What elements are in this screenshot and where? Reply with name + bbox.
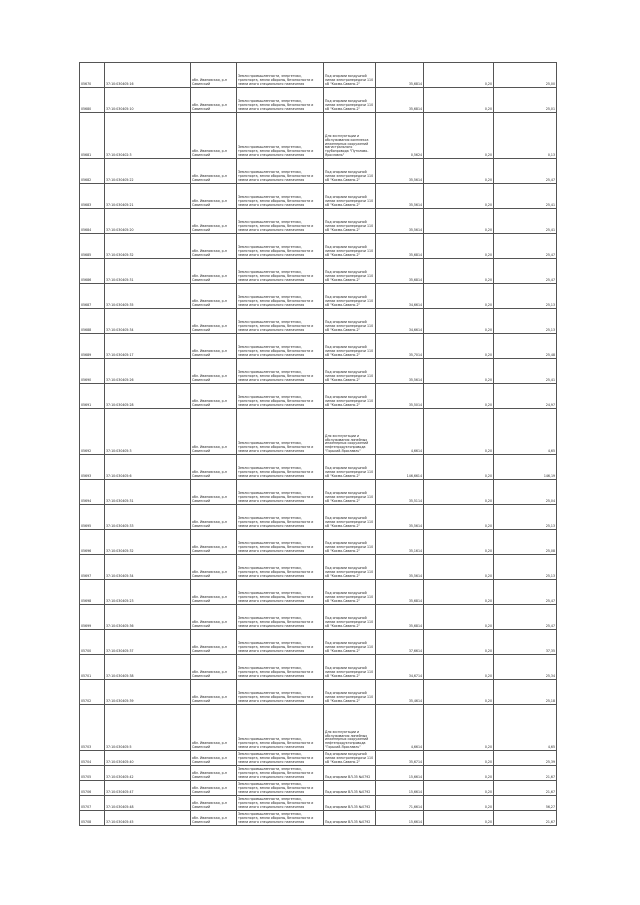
- row-number-cell: 05702: [80, 680, 105, 705]
- table-row: [80, 209, 557, 234]
- tax-rate-cell: 0,20: [424, 184, 494, 209]
- cadastral-number-cell: 37:10:030405:42: [105, 766, 191, 781]
- row-number-cell: 05699: [80, 605, 105, 630]
- row-number-cell: 05692: [80, 409, 105, 455]
- table-row: [80, 309, 557, 334]
- tax-amount-cell: 21,67: [494, 811, 557, 826]
- row-number-cell: 05694: [80, 480, 105, 505]
- cadastral-number-cell: 37:10:030405:10: [105, 88, 191, 113]
- tax-rate-cell: 0,20: [424, 259, 494, 284]
- permitted-use-cell: Под опорами воздушной линии электропередачи 110 кВ "Кохма-Савино-2": [324, 159, 376, 184]
- permitted-use-cell: Под опорами воздушной линии электропередачи 110 кВ "Кохма-Савино-2": [324, 284, 376, 309]
- area-cell: 4,6614: [376, 409, 424, 455]
- permitted-use-cell: Под опорами воздушной линии электропередачи 110 кВ "Кохма-Савино-2": [324, 234, 376, 259]
- row-number-cell: 05707: [80, 796, 105, 811]
- tax-amount-cell: 4,65: [494, 705, 557, 751]
- tax-amount-cell: 25,47: [494, 259, 557, 284]
- table-row: [80, 63, 557, 88]
- land-category-cell: Земли промышленности, энергетики, транспорта, земли обороны, безопасности и земли иного специального назначения: [237, 63, 324, 88]
- location-cell: обл. Ивановская, р-н Савинский: [191, 63, 237, 88]
- row-number-cell: 05684: [80, 209, 105, 234]
- location-cell: обл. Ивановская, р-н Савинский: [191, 184, 237, 209]
- table-row: [80, 555, 557, 580]
- permitted-use-cell: Под опорами ВЛ-35 №0792: [324, 796, 376, 811]
- tax-rate-cell: 0,20: [424, 680, 494, 705]
- tax-rate-cell: 0,20: [424, 284, 494, 309]
- area-cell: 15,6614: [376, 811, 424, 826]
- area-cell: 35,5014: [376, 384, 424, 409]
- tax-rate-cell: 0,20: [424, 630, 494, 655]
- land-category-cell: Земли промышленности, энергетики, транспорта, земли обороны, безопасности и земли иного специального назначения: [237, 555, 324, 580]
- tax-amount-cell: 25,48: [494, 334, 557, 359]
- cadastral-number-cell: 37:10:030405:6: [105, 455, 191, 480]
- tax-rate-cell: 0,20: [424, 113, 494, 159]
- location-cell: обл. Ивановская, р-н Савинский: [191, 766, 237, 781]
- tax-amount-cell: 4,65: [494, 409, 557, 455]
- area-cell: 35,5614: [376, 359, 424, 384]
- area-cell: 35,6714: [376, 751, 424, 766]
- cadastral-number-cell: 37:10:030405:16: [105, 63, 191, 88]
- cadastral-number-cell: 37:10:030405:20: [105, 209, 191, 234]
- tax-rate-cell: 0,20: [424, 234, 494, 259]
- tax-rate-cell: 0,20: [424, 209, 494, 234]
- area-cell: 0,5624: [376, 113, 424, 159]
- location-cell: обл. Ивановская, р-н Савинский: [191, 505, 237, 530]
- tax-rate-cell: 0,20: [424, 530, 494, 555]
- area-cell: 35,6814: [376, 63, 424, 88]
- area-cell: 35,1614: [376, 530, 424, 555]
- tax-amount-cell: 56,27: [494, 796, 557, 811]
- table-row: [80, 284, 557, 309]
- land-category-cell: Земли промышленности, энергетики, транспорта, земли обороны, безопасности и земли иного специального назначения: [237, 455, 324, 480]
- land-category-cell: Земли промышленности, энергетики, транспорта, земли обороны, безопасности и земли иного специального назначения: [237, 580, 324, 605]
- area-cell: 37,6614: [376, 630, 424, 655]
- permitted-use-cell: Под опорами воздушной линии электропередачи 110 кВ "Кохма-Савино-2": [324, 384, 376, 409]
- tax-rate-cell: 0,20: [424, 751, 494, 766]
- permitted-use-cell: Под опорами воздушной линии электропередачи 110 кВ "Кохма-Савино-2": [324, 505, 376, 530]
- location-cell: обл. Ивановская, р-н Савинский: [191, 580, 237, 605]
- row-number-cell: 05683: [80, 184, 105, 209]
- land-category-cell: Земли промышленности, энергетики, транспорта, земли обороны, безопасности и земли иного специального назначения: [237, 605, 324, 630]
- location-cell: обл. Ивановская, р-н Савинский: [191, 159, 237, 184]
- row-number-cell: 05701: [80, 655, 105, 680]
- location-cell: обл. Ивановская, р-н Савинский: [191, 781, 237, 796]
- table-row: [80, 630, 557, 655]
- cadastral-number-cell: 37:10:030405:45: [105, 811, 191, 826]
- tax-amount-cell: 25,08: [494, 530, 557, 555]
- tax-amount-cell: 25,04: [494, 480, 557, 505]
- table-row: [80, 605, 557, 630]
- area-cell: 15,6614: [376, 766, 424, 781]
- land-category-cell: Земли промышленности, энергетики, транспорта, земли обороны, безопасности и земли иного специального назначения: [237, 159, 324, 184]
- tax-rate-cell: 0,20: [424, 781, 494, 796]
- land-category-cell: Земли промышленности, энергетики, транспорта, земли обороны, безопасности и земли иного специального назначения: [237, 530, 324, 555]
- row-number-cell: 05704: [80, 751, 105, 766]
- tax-amount-cell: 25,13: [494, 284, 557, 309]
- tax-rate-cell: 0,20: [424, 811, 494, 826]
- row-number-cell: 05696: [80, 530, 105, 555]
- location-cell: обл. Ивановская, р-н Савинский: [191, 309, 237, 334]
- cadastral-number-cell: 37:10:030405:5: [105, 705, 191, 751]
- area-cell: 35,5614: [376, 209, 424, 234]
- tax-amount-cell: 25,13: [494, 555, 557, 580]
- table-row: [80, 184, 557, 209]
- land-category-cell: Земли промышленности, энергетики, транспорта, земли обороны, безопасности и земли иного специального назначения: [237, 259, 324, 284]
- location-cell: обл. Ивановская, р-н Савинский: [191, 88, 237, 113]
- tax-rate-cell: 0,20: [424, 409, 494, 455]
- land-category-cell: Земли промышленности, энергетики, транспорта, земли обороны, безопасности и земли иного специального назначения: [237, 184, 324, 209]
- cadastral-number-cell: 37:10:030405:31: [105, 259, 191, 284]
- cadastral-number-cell: 37:10:030405:23: [105, 580, 191, 605]
- area-cell: 35,6814: [376, 259, 424, 284]
- permitted-use-cell: Под опорами воздушной линии электропередачи 110 кВ "Кохма-Савино-2": [324, 751, 376, 766]
- cadastral-number-cell: 37:10:030405:34: [105, 555, 191, 580]
- permitted-use-cell: Под опорами воздушной линии электропередачи 110 кВ "Кохма-Савино-2": [324, 63, 376, 88]
- location-cell: обл. Ивановская, р-н Савинский: [191, 811, 237, 826]
- cadastral-number-cell: 37:10:030405:39: [105, 680, 191, 705]
- land-category-cell: Земли промышленности, энергетики, транспорта, земли обороны, безопасности и земли иного специального назначения: [237, 680, 324, 705]
- location-cell: обл. Ивановская, р-н Савинский: [191, 384, 237, 409]
- area-cell: 34,6614: [376, 284, 424, 309]
- area-cell: 35,5114: [376, 480, 424, 505]
- land-category-cell: Земли промышленности, энергетики, транспорта, земли обороны, безопасности и земли иного специального назначения: [237, 796, 324, 811]
- row-number-cell: 05681: [80, 113, 105, 159]
- area-cell: 35,6814: [376, 234, 424, 259]
- table-row: [80, 811, 557, 826]
- table-row: [80, 766, 557, 781]
- row-number-cell: 05695: [80, 505, 105, 530]
- area-cell: 35,6814: [376, 580, 424, 605]
- area-cell: 35,5614: [376, 505, 424, 530]
- tax-rate-cell: 0,20: [424, 580, 494, 605]
- tax-rate-cell: 0,20: [424, 705, 494, 751]
- area-cell: 35,5614: [376, 159, 424, 184]
- permitted-use-cell: Под опорами воздушной линии электропередачи 110 кВ "Кохма-Савино-2": [324, 309, 376, 334]
- permitted-use-cell: Под опорами воздушной линии электропередачи 110 кВ "Кохма-Савино-2": [324, 555, 376, 580]
- cadastral-number-cell: 37:10:030405:3: [105, 409, 191, 455]
- location-cell: обл. Ивановская, р-н Савинский: [191, 480, 237, 505]
- tax-amount-cell: 25,39: [494, 751, 557, 766]
- row-number-cell: 05682: [80, 159, 105, 184]
- tax-amount-cell: 25,47: [494, 580, 557, 605]
- tax-rate-cell: 0,20: [424, 334, 494, 359]
- table-row: [80, 480, 557, 505]
- location-cell: обл. Ивановская, р-н Савинский: [191, 359, 237, 384]
- cadastral-number-cell: 37:10:030405:22: [105, 159, 191, 184]
- tax-amount-cell: 21,67: [494, 781, 557, 796]
- tax-amount-cell: 25,34: [494, 655, 557, 680]
- permitted-use-cell: Под опорами воздушной линии электропередачи 110 кВ "Кохма-Савино-2": [324, 655, 376, 680]
- cadastral-number-cell: 37:10:030405:37: [105, 630, 191, 655]
- tax-amount-cell: 25,00: [494, 63, 557, 88]
- tax-amount-cell: 25,13: [494, 309, 557, 334]
- cadastral-number-cell: 37:10:030405:47: [105, 781, 191, 796]
- permitted-use-cell: Под опорами воздушной линии электропередачи 110 кВ "Кохма-Савино-2": [324, 455, 376, 480]
- tax-amount-cell: 25,47: [494, 605, 557, 630]
- tax-rate-cell: 0,20: [424, 766, 494, 781]
- land-category-cell: Земли промышленности, энергетики, транспорта, земли обороны, безопасности и земли иного специального назначения: [237, 384, 324, 409]
- permitted-use-cell: Под опорами воздушной линии электропередачи 110 кВ "Кохма-Савино-2": [324, 209, 376, 234]
- cadastral-number-cell: 37:10:030405:21: [105, 184, 191, 209]
- table-row: [80, 796, 557, 811]
- location-cell: обл. Ивановская, р-н Савинский: [191, 334, 237, 359]
- cadastral-number-cell: 37:10:030405:40: [105, 751, 191, 766]
- cadastral-number-cell: 37:10:030405:26: [105, 359, 191, 384]
- area-cell: 15,6614: [376, 781, 424, 796]
- table-row: [80, 113, 557, 159]
- land-category-cell: Земли промышленности, энергетики, транспорта, земли обороны, безопасности и земли иного специального назначения: [237, 505, 324, 530]
- tax-rate-cell: 0,20: [424, 455, 494, 480]
- land-category-cell: Земли промышленности, энергетики, транспорта, земли обороны, безопасности и земли иного специального назначения: [237, 751, 324, 766]
- land-category-cell: Земли промышленности, энергетики, транспорта, земли обороны, безопасности и земли иного специального назначения: [237, 766, 324, 781]
- cadastral-number-cell: 37:10:030405:32: [105, 234, 191, 259]
- location-cell: обл. Ивановская, р-н Савинский: [191, 796, 237, 811]
- land-category-cell: Земли промышленности, энергетики, транспорта, земли обороны, безопасности и земли иного специального назначения: [237, 655, 324, 680]
- tax-rate-cell: 0,20: [424, 88, 494, 113]
- cadastral-number-cell: 37:10:030405:32: [105, 530, 191, 555]
- table-row: [80, 655, 557, 680]
- table-row: [80, 334, 557, 359]
- tax-rate-cell: 0,20: [424, 655, 494, 680]
- tax-rate-cell: 0,20: [424, 605, 494, 630]
- permitted-use-cell: Под опорами ВЛ-35 №0792: [324, 766, 376, 781]
- location-cell: обл. Ивановская, р-н Савинский: [191, 284, 237, 309]
- land-category-cell: Земли промышленности, энергетики, транспорта, земли обороны, безопасности и земли иного специального назначения: [237, 630, 324, 655]
- cadastral-number-cell: 37:10:030405:35: [105, 284, 191, 309]
- tax-amount-cell: 25,13: [494, 505, 557, 530]
- area-cell: 35,5614: [376, 184, 424, 209]
- table-row: [80, 781, 557, 796]
- tax-amount-cell: 25,18: [494, 680, 557, 705]
- cadastral-number-cell: 37:10:030405:17: [105, 334, 191, 359]
- land-category-cell: Земли промышленности, энергетики, транспорта, земли обороны, безопасности и земли иного специального назначения: [237, 705, 324, 751]
- row-number-cell: 05703: [80, 705, 105, 751]
- area-cell: 4,6614: [376, 705, 424, 751]
- row-number-cell: 05690: [80, 359, 105, 384]
- cadastral-number-cell: 37:10:030405:38: [105, 655, 191, 680]
- table-row: [80, 680, 557, 705]
- permitted-use-cell: Под опорами воздушной линии электропередачи 110 кВ "Кохма-Савино-2": [324, 680, 376, 705]
- tax-amount-cell: 25,01: [494, 88, 557, 113]
- cadastral-number-cell: 37:10:030402:3: [105, 113, 191, 159]
- location-cell: обл. Ивановская, р-н Савинский: [191, 605, 237, 630]
- row-number-cell: 05686: [80, 259, 105, 284]
- location-cell: обл. Ивановская, р-н Савинский: [191, 555, 237, 580]
- permitted-use-cell: Под опорами воздушной линии электропередачи 110 кВ "Кохма-Савино-2": [324, 580, 376, 605]
- table-row: [80, 455, 557, 480]
- location-cell: обл. Ивановская, р-н Савинский: [191, 530, 237, 555]
- land-category-cell: Земли промышленности, энергетики, транспорта, земли обороны, безопасности и земли иного специального назначения: [237, 88, 324, 113]
- land-category-cell: Земли промышленности, энергетики, транспорта, земли обороны, безопасности и земли иного специального назначения: [237, 409, 324, 455]
- permitted-use-cell: Для эксплуатации и обслуживания линейных инженерных сооружений нефтепродуктопровода "Горький-Ярославль": [324, 705, 376, 751]
- table-row: [80, 580, 557, 605]
- permitted-use-cell: Для эксплуатации и обслуживания комплекса инженерных сооружений магистрального трубопровода "Путилово-Ярославль": [324, 113, 376, 159]
- tax-amount-cell: 24,97: [494, 384, 557, 409]
- cadastral-number-cell: 37:10:030405:34: [105, 309, 191, 334]
- row-number-cell: 05691: [80, 384, 105, 409]
- permitted-use-cell: Под опорами воздушной линии электропередачи 110 кВ "Кохма-Савино-2": [324, 88, 376, 113]
- row-number-cell: 05687: [80, 284, 105, 309]
- area-cell: 34,6714: [376, 655, 424, 680]
- land-category-cell: Земли промышленности, энергетики, транспорта, земли обороны, безопасности и земли иного специального назначения: [237, 811, 324, 826]
- row-number-cell: 05680: [80, 88, 105, 113]
- row-number-cell: 05708: [80, 811, 105, 826]
- tax-amount-cell: 37,35: [494, 630, 557, 655]
- permitted-use-cell: Для эксплуатации и обслуживания линейных инженерных сооружений нефтепродуктопровода "Горький-Ярославль": [324, 409, 376, 455]
- land-category-cell: Земли промышленности, энергетики, транспорта, земли обороны, безопасности и земли иного специального назначения: [237, 234, 324, 259]
- row-number-cell: 05705: [80, 766, 105, 781]
- tax-rate-cell: 0,20: [424, 505, 494, 530]
- row-number-cell: 05697: [80, 555, 105, 580]
- location-cell: обл. Ивановская, р-н Савинский: [191, 113, 237, 159]
- permitted-use-cell: Под опорами воздушной линии электропередачи 110 кВ "Кохма-Савино-2": [324, 259, 376, 284]
- row-number-cell: 05688: [80, 309, 105, 334]
- permitted-use-cell: Под опорами ВЛ-35 №0792: [324, 811, 376, 826]
- tax-rate-cell: 0,20: [424, 309, 494, 334]
- tax-rate-cell: 0,20: [424, 63, 494, 88]
- row-number-cell: 05685: [80, 234, 105, 259]
- area-cell: 35,6814: [376, 605, 424, 630]
- row-number-cell: 05706: [80, 781, 105, 796]
- area-cell: 34,6614: [376, 309, 424, 334]
- tax-rate-cell: 0,20: [424, 480, 494, 505]
- area-cell: 35,7014: [376, 334, 424, 359]
- permitted-use-cell: Под опорами воздушной линии электропередачи 110 кВ "Кохма-Савино-2": [324, 630, 376, 655]
- tax-amount-cell: 146,19: [494, 455, 557, 480]
- tax-rate-cell: 0,20: [424, 159, 494, 184]
- row-number-cell: 05689: [80, 334, 105, 359]
- area-cell: 35,5614: [376, 555, 424, 580]
- location-cell: обл. Ивановская, р-н Савинский: [191, 680, 237, 705]
- area-cell: 71,6614: [376, 796, 424, 811]
- area-cell: 146,6614: [376, 455, 424, 480]
- land-category-cell: Земли промышленности, энергетики, транспорта, земли обороны, безопасности и земли иного специального назначения: [237, 113, 324, 159]
- location-cell: обл. Ивановская, р-н Савинский: [191, 630, 237, 655]
- table-row: [80, 259, 557, 284]
- table-row: [80, 384, 557, 409]
- table-row: [80, 530, 557, 555]
- row-number-cell: 05700: [80, 630, 105, 655]
- cadastral-number-cell: 37:10:030405:36: [105, 605, 191, 630]
- permitted-use-cell: Под опорами воздушной линии электропередачи 110 кВ "Кохма-Савино-2": [324, 334, 376, 359]
- permitted-use-cell: Под опорами воздушной линии электропередачи 110 кВ "Кохма-Савино-2": [324, 480, 376, 505]
- cadastral-number-cell: 37:10:030405:31: [105, 480, 191, 505]
- permitted-use-cell: Под опорами воздушной линии электропередачи 110 кВ "Кохма-Савино-2": [324, 184, 376, 209]
- land-category-cell: Земли промышленности, энергетики, транспорта, земли обороны, безопасности и земли иного специального назначения: [237, 781, 324, 796]
- table-row: [80, 409, 557, 455]
- tax-rate-cell: 0,20: [424, 796, 494, 811]
- area-cell: 35,4614: [376, 680, 424, 705]
- tax-amount-cell: 25,47: [494, 234, 557, 259]
- area-cell: 35,6814: [376, 88, 424, 113]
- row-number-cell: 05693: [80, 455, 105, 480]
- tax-amount-cell: 25,41: [494, 209, 557, 234]
- location-cell: обл. Ивановская, р-н Савинский: [191, 751, 237, 766]
- table-row: [80, 159, 557, 184]
- land-category-cell: Земли промышленности, энергетики, транспорта, земли обороны, безопасности и земли иного специального назначения: [237, 209, 324, 234]
- land-category-cell: Земли промышленности, энергетики, транспорта, земли обороны, безопасности и земли иного специального назначения: [237, 359, 324, 384]
- row-number-cell: 05698: [80, 580, 105, 605]
- permitted-use-cell: Под опорами воздушной линии электропередачи 110 кВ "Кохма-Савино-2": [324, 530, 376, 555]
- table-row: [80, 88, 557, 113]
- tax-amount-cell: 25,41: [494, 184, 557, 209]
- table-row: [80, 359, 557, 384]
- location-cell: обл. Ивановская, р-н Савинский: [191, 259, 237, 284]
- row-number-cell: 05670: [80, 63, 105, 88]
- table-row: [80, 234, 557, 259]
- land-plots-table: [79, 62, 557, 826]
- land-category-cell: Земли промышленности, энергетики, транспорта, земли обороны, безопасности и земли иного специального назначения: [237, 334, 324, 359]
- table-row: [80, 705, 557, 751]
- cadastral-number-cell: 37:10:030405:33: [105, 505, 191, 530]
- tax-amount-cell: 21,67: [494, 766, 557, 781]
- tax-amount-cell: 25,47: [494, 159, 557, 184]
- table-row: [80, 751, 557, 766]
- location-cell: обл. Ивановская, р-н Савинский: [191, 655, 237, 680]
- tax-rate-cell: 0,20: [424, 359, 494, 384]
- location-cell: обл. Ивановская, р-н Савинский: [191, 705, 237, 751]
- cadastral-number-cell: 37:10:030405:28: [105, 384, 191, 409]
- location-cell: обл. Ивановская, р-н Савинский: [191, 234, 237, 259]
- tax-rate-cell: 0,20: [424, 555, 494, 580]
- permitted-use-cell: Под опорами воздушной линии электропередачи 110 кВ "Кохма-Савино-2": [324, 605, 376, 630]
- tax-amount-cell: 25,41: [494, 359, 557, 384]
- cadastral-number-cell: 37:10:030405:48: [105, 796, 191, 811]
- table-row: [80, 505, 557, 530]
- tax-amount-cell: 0,13: [494, 113, 557, 159]
- location-cell: обл. Ивановская, р-н Савинский: [191, 409, 237, 455]
- location-cell: обл. Ивановская, р-н Савинский: [191, 455, 237, 480]
- permitted-use-cell: Под опорами воздушной линии электропередачи 110 кВ "Кохма-Савино-2": [324, 359, 376, 384]
- permitted-use-cell: Под опорами ВЛ-35 №0792: [324, 781, 376, 796]
- land-category-cell: Земли промышленности, энергетики, транспорта, земли обороны, безопасности и земли иного специального назначения: [237, 309, 324, 334]
- land-category-cell: Земли промышленности, энергетики, транспорта, земли обороны, безопасности и земли иного специального назначения: [237, 480, 324, 505]
- tax-rate-cell: 0,20: [424, 384, 494, 409]
- land-category-cell: Земли промышленности, энергетики, транспорта, земли обороны, безопасности и земли иного специального назначения: [237, 284, 324, 309]
- location-cell: обл. Ивановская, р-н Савинский: [191, 209, 237, 234]
